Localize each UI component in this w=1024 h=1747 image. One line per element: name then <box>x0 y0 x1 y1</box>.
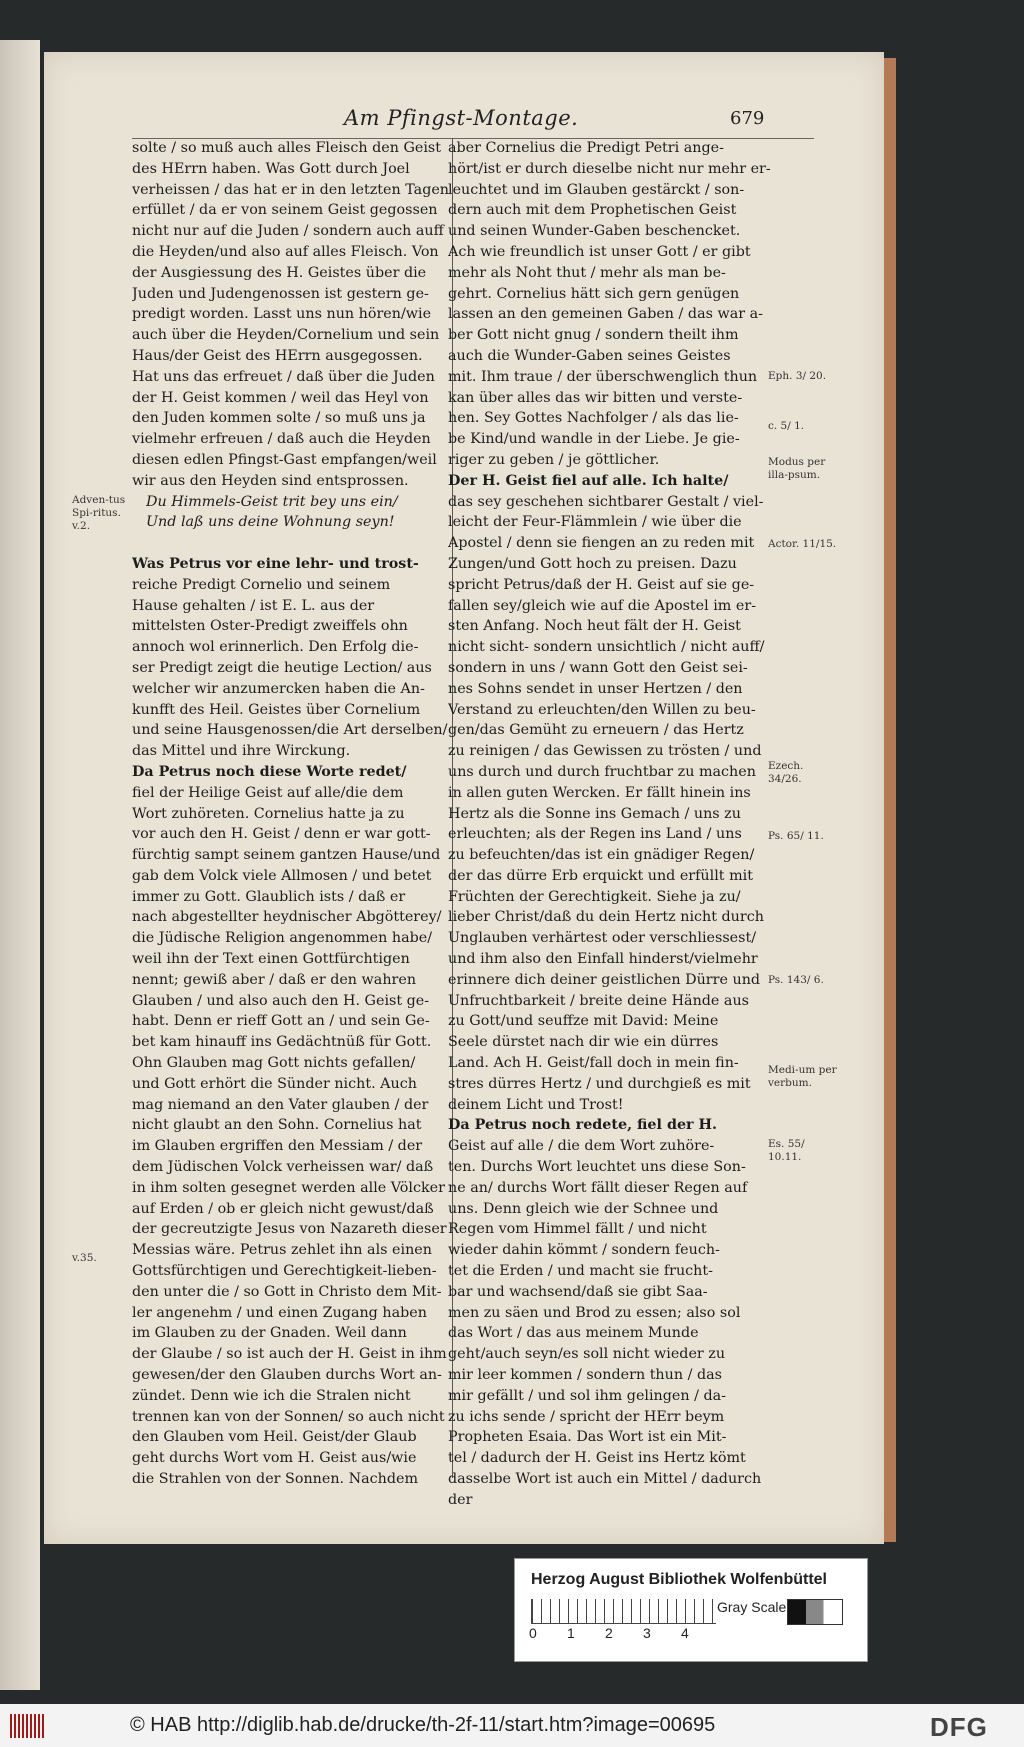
text-line: Geist auf alle / die dem Wort zuhöre- <box>448 1138 715 1155</box>
library-name: Herzog August Bibliothek Wolfenbüttel <box>531 1571 827 1588</box>
text-line: nes Sohns sendet in unser Hertzen / den <box>448 680 743 697</box>
text-line: den Glauben vom Heil. Geist/der Glaub <box>132 1429 417 1446</box>
text-line: der Glaube / so ist auch der H. Geist in ihm <box>132 1346 447 1363</box>
text-line: Verstand zu erleuchten/den Willen zu beu- <box>448 701 756 718</box>
text-line: im Glauben zu der Gnaden. Weil dann <box>132 1325 407 1342</box>
text-line: nicht nur auf die Juden / sondern auch auff <box>132 223 444 240</box>
text-line: kunfft des Heil. Geistes über Cornelium <box>132 701 421 718</box>
page-number: 679 <box>730 108 765 129</box>
text-line: Unfruchtbarkeit / breite deine Hände aus <box>448 992 750 1009</box>
text-line: Du Himmels-Geist trit bey uns ein/ <box>146 493 398 510</box>
text-line: lieber Christ/daß du dein Hertz nicht durch <box>448 909 764 926</box>
text-line: des HErrn haben. Was Gott durch Joel <box>132 160 410 177</box>
text-line: zu ichs sende / spricht der HErr beym <box>448 1408 725 1425</box>
text-line: der <box>448 1491 473 1508</box>
text-line: das Mittel und ihre Wirckung. <box>132 743 351 760</box>
text-line: bar und wachsend/daß sie gibt Saa- <box>448 1283 708 1300</box>
text-line: Da Petrus noch redete, fiel der H. <box>448 1117 718 1134</box>
text-line: das Wort / das aus meinem Munde <box>448 1325 699 1342</box>
margin-note-c5: c. 5/ 1. <box>768 420 805 432</box>
text-line: nach abgestellter heydnischer Abgötterey/ <box>132 909 442 926</box>
text-line: zu Gott/und seuffze mit David: Meine <box>448 1013 719 1030</box>
text-line: Juden und Judengenossen ist gestern ge- <box>132 285 429 302</box>
text-line: Haus/der Geist des HErrn ausgegossen. <box>132 347 423 364</box>
margin-note-ps143: Ps. 143/ 6. <box>768 974 824 986</box>
right-text-column <box>448 138 812 1511</box>
text-line: gewesen/der den Glauben durchs Wort an- <box>132 1367 442 1384</box>
text-line: ne an/ durchs Wort fällt dieser Regen auf <box>448 1179 748 1196</box>
ruler-number: 2 <box>605 1625 613 1641</box>
text-line: Land. Ach H. Geist/fall doch in mein fin- <box>448 1055 739 1072</box>
page-header <box>44 106 884 138</box>
text-line: Gottsfürchtigen und Gerechtigkeit-lieben- <box>132 1263 437 1280</box>
margin-note-eph: Eph. 3/ 20. <box>768 370 827 382</box>
text-line: zu befeuchten/das ist ein gnädiger Regen/ <box>448 847 755 864</box>
text-line: und seine Hausgenossen/die Art derselben/ <box>132 722 448 739</box>
scale-ruler <box>531 1599 716 1624</box>
text-line: und ihm also den Einfall hinderst/vielmehr <box>448 951 758 968</box>
text-line: gehrt. Cornelius hätt sich gern genügen <box>448 285 740 302</box>
text-line: reiche Predigt Cornelio und seinem <box>132 576 391 593</box>
text-line: fiel der Heilige Geist auf alle/die dem <box>132 784 404 801</box>
text-line: Seele dürstet nach dir wie ein dürres <box>448 1034 719 1051</box>
running-title: Am Pfingst-Montage. <box>344 106 579 130</box>
ruler-number: 0 <box>529 1625 537 1641</box>
text-line: gen/das Gemüht zu erneuern / das Hertz <box>448 722 744 739</box>
text-line: im Glauben ergriffen den Messiam / der <box>132 1138 423 1155</box>
text-line: erinnere dich deiner geistlichen Dürre und <box>448 971 761 988</box>
text-line: mehr als Noht thut / mehr als man be- <box>448 264 726 281</box>
text-line: Ach wie freundlich ist unser Gott / er gibt <box>448 243 751 260</box>
text-line: Wort zuhöreten. Cornelius hatte ja zu <box>132 805 405 822</box>
text-line: be Kind/und wandle in der Liebe. Je gie- <box>448 431 740 448</box>
text-line: zündet. Denn wie ich die Stralen nicht <box>132 1387 411 1404</box>
text-line: vor auch den H. Geist / denn er war gott- <box>132 826 431 843</box>
text-line: Messias wäre. Petrus zehlet ihn als einen <box>132 1242 432 1259</box>
text-line <box>132 533 484 554</box>
text-line: immer zu Gott. Glaublich ists / daß er <box>132 888 406 905</box>
text-line: den unter die / so Gott in Christo dem Mit- <box>132 1283 442 1300</box>
text-line: zu reinigen / das Gewissen zu trösten / und <box>448 743 762 760</box>
book-page <box>44 52 884 1544</box>
text-line: dasselbe Wort ist auch ein Mittel / dadurch <box>448 1471 762 1487</box>
text-line: nicht glaubt an den Sohn. Cornelius hat <box>132 1117 422 1134</box>
text-line: Hat uns das erfreuet / daß über die Juden <box>132 368 435 385</box>
text-line: Ohn Glauben mag Gott nichts gefallen/ <box>132 1055 416 1072</box>
margin-note-medium: Medi-um per verbum. <box>768 1064 837 1089</box>
text-line: und seinen Wunder-Gaben beschencket. <box>448 223 741 240</box>
ruler-number: 1 <box>567 1625 575 1641</box>
text-line: uns. Denn gleich wie der Schnee und <box>448 1200 719 1217</box>
text-line: hen. Sey Gottes Nachfolger / als das lie- <box>448 410 739 427</box>
text-line: gab dem Volck viele Allmosen / und betet <box>132 867 432 884</box>
text-line: Apostel / denn sie fiengen an zu reden mit <box>448 535 755 552</box>
text-line: aber Cornelius die Predigt Petri ange- <box>448 140 724 156</box>
text-line: riger zu geben / je göttlicher. <box>448 451 660 468</box>
text-line: verheissen / das hat er in den letzten Tagen <box>132 181 450 198</box>
text-line: und Gott erhört die Sünder nicht. Auch <box>132 1075 417 1092</box>
margin-note-adventus: Adven-tus Spi-ritus. v.2. <box>72 494 126 532</box>
text-line: sondern in uns / wann Gott den Geist sei- <box>448 659 748 676</box>
dfg-logo: DFG <box>930 1712 988 1742</box>
text-line: diesen edlen Pfingst-Gast empfangen/weil <box>132 451 437 468</box>
margin-note-actor: Actor. 11/15. <box>768 538 837 550</box>
text-line: tet die Erden / und macht sie frucht- <box>448 1263 713 1280</box>
text-line: wieder dahin kömmt / sondern feuch- <box>448 1242 720 1259</box>
text-line: Der H. Geist fiel auf alle. Ich halte/ <box>448 472 729 489</box>
gray-scale-label: Gray Scale <box>717 1599 787 1615</box>
text-line: mir leer kommen / sondern thun / das <box>448 1367 722 1384</box>
text-line: hört/ist er durch dieselbe nicht nur mehr er- <box>448 160 771 177</box>
ruler-number: 3 <box>643 1625 651 1641</box>
text-line: fürchtig sampt seinem gantzen Hause/und <box>132 847 441 864</box>
margin-note-ps65: Ps. 65/ 11. <box>768 830 824 842</box>
text-line: Was Petrus vor eine lehr- und trost- <box>132 555 419 572</box>
text-line: Früchten der Gerechtigkeit. Siehe ja zu/ <box>448 888 741 905</box>
text-line: predigt worden. Lasst uns nun hören/wie <box>132 306 432 323</box>
text-line: mag niemand an den Vater glauben / der <box>132 1096 429 1113</box>
text-line: welcher wir anzumercken haben die An- <box>132 680 425 697</box>
gray-scale-swatch <box>787 1599 843 1625</box>
text-line: Hause gehalten / ist E. L. aus der <box>132 597 375 614</box>
text-line: mit. Ihm traue / der überschwenglich thun <box>448 368 758 385</box>
text-line: ber Gott nicht gnug / sondern theilt ihm <box>448 327 739 344</box>
text-line: mittelsten Oster-Predigt zweiffels ohn <box>132 618 408 635</box>
text-line: in ihm solten gesegnet werden alle Völcker <box>132 1179 445 1196</box>
text-line: die Jüdische Religion angenommen habe/ <box>132 930 433 947</box>
text-line: men zu säen und Brod zu essen; also sol <box>448 1304 741 1321</box>
text-line: vielmehr erfreuen / daß auch die Heyden <box>132 431 431 448</box>
text-line: Da Petrus noch diese Worte redet/ <box>132 763 407 780</box>
margin-note-modus: Modus per illa-psum. <box>768 456 826 481</box>
text-line: dern auch mit dem Prophetischen Geist <box>448 202 737 219</box>
text-line: bet kam hinauff ins Gedächtnüß für Gott. <box>132 1034 432 1051</box>
margin-note-es55: Es. 55/ 10.11. <box>768 1138 805 1163</box>
text-line: geht/auch seyn/es soll nicht wieder zu <box>448 1346 726 1363</box>
text-line: auf Erden / ob er gleich nicht gewust/daß <box>132 1200 434 1217</box>
text-line: der gecreutzigte Jesus von Nazareth dieser <box>132 1221 447 1238</box>
text-line: fallen sey/gleich wie auf die Apostel im er- <box>448 597 757 614</box>
text-line: mir gefällt / und sol ihm gelingen / da- <box>448 1387 726 1404</box>
text-line: habt. Denn er rieff Gott an / und sein Ge- <box>132 1013 430 1030</box>
library-color-card <box>514 1558 868 1662</box>
text-line: das sey geschehen sichtbarer Gestalt / viel- <box>448 493 764 510</box>
ruler-number: 4 <box>681 1625 689 1641</box>
text-line: annoch wol erinnerlich. Den Erfolg die- <box>132 639 419 656</box>
text-line: Unglauben verhärtest oder verschliessest/ <box>448 930 757 947</box>
text-line: auch über die Heyden/Cornelium und sein <box>132 327 440 344</box>
text-line: solte / so muß auch alles Fleisch den Geist <box>132 140 442 156</box>
text-line: kan über alles das wir bitten und verste- <box>448 389 743 406</box>
text-line: die Heyden/und also auf alles Fleisch. Von <box>132 243 439 260</box>
text-line: Zungen/und Gott hoch zu preisen. Dazu <box>448 555 737 572</box>
footer-url[interactable]: © HAB http://diglib.hab.de/drucke/th-2f-11/start.htm?image=00695 <box>130 1714 716 1736</box>
text-line: erfüllet / da er von seinem Geist gegossen <box>132 202 438 219</box>
text-line: uns durch und durch fruchtbar zu machen <box>448 763 756 780</box>
text-line: der das dürre Erb erquickt und erfüllt mit <box>448 867 753 884</box>
text-line: leicht der Feur-Flämmlein / wie über die <box>448 514 742 531</box>
text-line: der Ausgiessung des H. Geistes über die <box>132 264 427 281</box>
text-line: Hertz als die Sonne ins Gemach / uns zu <box>448 805 741 822</box>
text-line: leuchtet und im Glauben gestärckt / son- <box>448 181 745 198</box>
footer-bar <box>0 1704 1024 1747</box>
hab-logo-icon <box>10 1714 44 1738</box>
text-line: den Juden kommen solte / so muß uns ja <box>132 410 426 427</box>
text-line: lassen an den gemeinen Gaben / das war a- <box>448 306 763 323</box>
text-line: tel / dadurch der H. Geist ins Hertz kömt <box>448 1450 746 1467</box>
text-line: wir aus den Heyden sind entsprossen. <box>132 472 409 489</box>
text-line: ten. Durchs Wort leuchtet uns diese Son- <box>448 1159 746 1176</box>
text-line: stres dürres Hertz / und durchgieß es mit <box>448 1075 751 1092</box>
margin-note-ezech: Ezech. 34/26. <box>768 760 804 785</box>
text-line: Regen vom Himmel fällt / und nicht <box>448 1221 707 1238</box>
text-line: geht durchs Wort vom H. Geist aus/wie <box>132 1450 417 1467</box>
text-line: sten Anfang. Noch heut fält der H. Geist <box>448 618 741 635</box>
text-line: nennt; gewiß aber / daß er den wahren <box>132 971 417 988</box>
text-line: der H. Geist kommen / weil das Heyl von <box>132 389 429 406</box>
ruler-numbers <box>529 1625 719 1641</box>
text-line: weil ihn der Text einen Gottfürchtigen <box>132 951 410 968</box>
text-line: trennen kan von der Sonnen/ so auch nicht <box>132 1408 445 1425</box>
text-line: ler angenehm / und einen Zugang haben <box>132 1304 427 1321</box>
margin-note-v35: v.35. <box>72 1252 97 1264</box>
page-fore-edge <box>884 58 896 1542</box>
text-line: Und laß uns deine Wohnung seyn! <box>146 514 395 531</box>
text-line: die Strahlen von der Sonnen. Nachdem <box>132 1471 419 1487</box>
text-line: Propheten Esaia. Das Wort ist ein Mit- <box>448 1429 727 1446</box>
text-line: spricht Petrus/daß der H. Geist auf sie ge- <box>448 576 755 593</box>
text-line: dem Jüdischen Volck verheissen war/ daß <box>132 1159 434 1176</box>
left-text-column <box>132 138 484 1490</box>
text-line: auch die Wunder-Gaben seines Geistes <box>448 347 731 364</box>
text-line: deinem Licht und Trost! <box>448 1096 624 1113</box>
text-line: erleuchten; als der Regen ins Land / uns <box>448 826 742 843</box>
previous-page-edge <box>0 40 40 1690</box>
text-line: ser Predigt zeigt die heutige Lection/ aus <box>132 659 432 676</box>
text-line: in allen guten Wercken. Er fällt hinein ins <box>448 784 751 801</box>
text-line: nicht sicht- sondern unsichtlich / nicht auff/ <box>448 639 765 656</box>
text-line: Glauben / und also auch den H. Geist ge- <box>132 992 430 1009</box>
